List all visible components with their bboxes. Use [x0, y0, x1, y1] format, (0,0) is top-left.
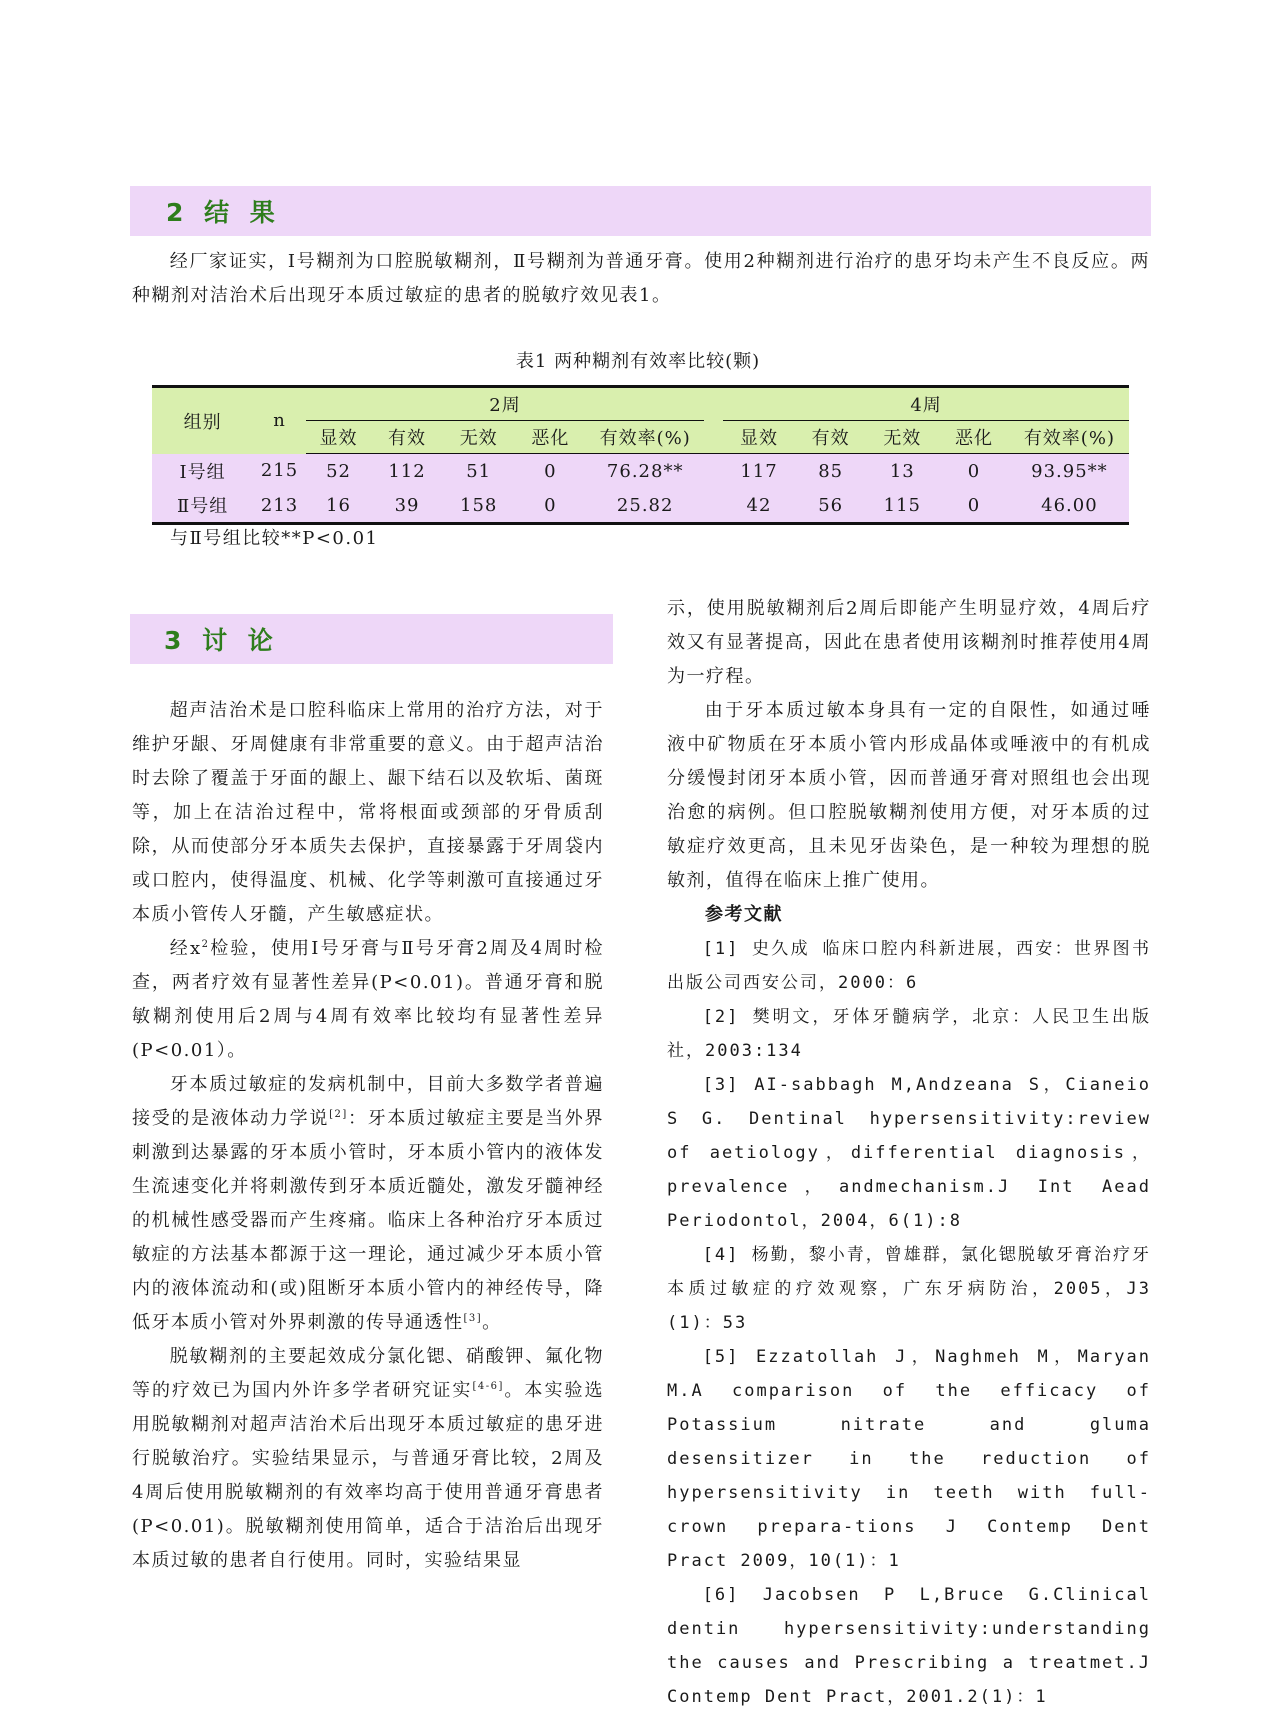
- reference-item: [1] 史久成 临床口腔内科新进展，西安：世界图书出版公司西安公司，2000：6: [667, 939, 1151, 993]
- results-table: [152, 385, 1129, 525]
- citation: [2]: [329, 1109, 348, 1120]
- cell-spacer: [704, 488, 723, 524]
- discussion-paragraph: 由于牙本质过敏本身具有一定的自限性，如通过唾液中矿物质在牙本质小管内形成晶体或唾液中的有机成分缓慢封闭牙本质小管，因而普通牙膏对照组也会出现治愈的病例。但口腔脱敏糊剂使用方便，对牙本质的过敏症疗效更高，且未见牙齿染色，是一种较为理想的脱敏剂，值得在临床上推广使用。: [667, 700, 1151, 891]
- text-run: 。: [482, 1312, 502, 1333]
- discussion-paragraph: [132, 932, 604, 1068]
- header-w4-col: 有效率(%): [1010, 421, 1129, 454]
- header-w2-col: 恶化: [515, 421, 587, 454]
- cell-value: 0: [967, 494, 981, 516]
- cell-value: 85: [818, 460, 844, 482]
- text-run: 牙本质过敏症的发病机制中，目前大多数学者普遍接受的是液体动力学说: [132, 1074, 604, 1129]
- table-row: [152, 454, 1129, 489]
- reference-item: [6] Jacobsen P L,Bruce G.Clinical dentin hypersensitivity:understanding the causes and Prescribing a treatmet.J Contemp Dent Pract，2001.2(1)：1: [667, 1585, 1151, 1707]
- results-table-wrapper: [152, 385, 1129, 525]
- section-3-title: 3 讨 论: [164, 626, 279, 655]
- citation: [4-6]: [472, 1381, 504, 1392]
- table-row: [152, 488, 1129, 524]
- discussion-paragraph: [132, 1068, 604, 1340]
- text-run: 经x: [169, 938, 202, 959]
- cell-value: 158: [460, 494, 498, 516]
- text-run: ：牙本质过敏症主要是当外界刺激到达暴露的牙本质小管时，牙本质小管内的液体发生流速变化并将刺激传到牙本质近髓处，激发牙髓神经的机械性感受器而产生疼痛。临床上各种治疗牙本质过敏症的方法基本都源于这一理论，通过减少牙本质小管内的液体流动和(或)阻断牙本质小管内的神经传导，降低牙本质小管对外界刺激的传导通透性: [132, 1108, 605, 1333]
- header-w4-col: 显效: [723, 421, 795, 454]
- cell-value: 42: [746, 494, 772, 516]
- cell-group: Ⅱ号组: [176, 496, 229, 517]
- cell-value: 13: [889, 460, 915, 482]
- header-week2: 2周: [306, 387, 704, 421]
- header-spacer: [704, 421, 723, 454]
- cell-value: 39: [394, 494, 420, 516]
- header-w4-col: 无效: [866, 421, 938, 454]
- cell-value: 56: [818, 494, 844, 516]
- text-run: 。本实验选用脱敏糊剂对超声洁治术后出现牙本质过敏症的患牙进行脱敏治疗。实验结果显示，与普通牙膏比较，2周及4周后使用脱敏糊剂的有效率均高于使用普通牙膏患者(P<0.01)。脱敏糊剂使用简单，适合于洁治后出现牙本质过敏的患者自行使用。同时，实验结果显: [132, 1380, 605, 1571]
- cell-n: 213: [260, 494, 299, 516]
- header-w2-col: 有效率(%): [586, 421, 704, 454]
- discussion-paragraph: 超声洁治术是口腔科临床上常用的治疗方法，对于维护牙龈、牙周健康有非常重要的意义。由于超声洁治时去除了覆盖于牙面的龈上、龈下结石以及软垢、菌斑等，加上在洁治过程中，常将根面或颈部的牙骨质刮除，从而使部分牙本质失去保护，直接暴露于牙周袋内或口腔内，使得温度、机械、化学等刺激可直接通过牙本质小管传人牙髓，产生敏感症状。: [132, 700, 604, 925]
- header-n: n: [273, 410, 286, 432]
- text-run: 检验，使用Ⅰ号牙膏与Ⅱ号牙膏2周及4周时检查，两者疗效有显著性差异(P<0.01)。普通牙膏和脱敏糊剂使用后2周与4周有效率比较均有显著性差异(P<0.01）。: [132, 938, 604, 1061]
- table-footnote: 与Ⅱ号组比较**P<0.01: [170, 528, 379, 549]
- header-w2-col: 有效: [371, 421, 443, 454]
- cell-value: 51: [466, 460, 492, 482]
- discussion-paragraph: [132, 1340, 604, 1578]
- cell-value: 112: [388, 460, 426, 482]
- header-week4: 4周: [723, 387, 1129, 421]
- citation: [3]: [463, 1313, 483, 1324]
- cell-value: 117: [740, 460, 778, 482]
- text-run: 脱敏糊剂的主要起效成分氯化锶、硝酸钾、氟化物等的疗效已为国内外许多学者研究证实: [132, 1346, 604, 1401]
- cell-rate: 25.82: [616, 494, 674, 516]
- cell-rate: 46.00: [1041, 494, 1098, 516]
- cell-value: 0: [544, 494, 557, 516]
- table-caption: 表1 两种糊剂有效率比较(颗): [515, 351, 761, 372]
- header-spacer: [704, 387, 723, 421]
- section-3-heading: [130, 614, 613, 664]
- cell-rate: 93.95**: [1031, 460, 1108, 482]
- cell-value: 115: [883, 494, 921, 516]
- cell-value: 52: [326, 460, 351, 482]
- cell-group: Ⅰ号组: [179, 461, 226, 483]
- header-w4-col: 有效: [795, 421, 867, 454]
- header-w2-col: 显效: [306, 421, 371, 454]
- cell-n: 215: [260, 460, 299, 482]
- header-w4-col: 恶化: [938, 421, 1010, 454]
- table-header-row-1: [152, 387, 1129, 421]
- results-text: 经厂家证实，Ⅰ号糊剂为口腔脱敏糊剂，Ⅱ号糊剂为普通牙膏。使用2种糊剂进行治疗的患牙均未产生不良反应。两种糊剂对洁治术后出现牙本质过敏症的患者的脱敏疗效见表1。: [132, 251, 1150, 306]
- reference-item: [3] AI-sabbagh M,Andzeana S，Cianeio S G. Dentinal hypersensitivity:review of aetiology，differential diagnosis，prevalence，andmechanism.J Int Aead Periodontol，2004，6(1):8: [667, 1075, 1151, 1231]
- superscript: 2: [201, 939, 210, 950]
- reference-item: [2] 樊明文，牙体牙髓病学，北京：人民卫生出版社，2003:134: [667, 1007, 1151, 1061]
- discussion-right-column: [667, 592, 1151, 1714]
- results-paragraph: [132, 245, 1150, 313]
- header-group: 组别: [183, 411, 222, 433]
- discussion-paragraph: 示，使用脱敏糊剂后2周后即能产生明显疗效，4周后疗效又有显著提高，因此在患者使用该糊剂时推荐使用4周为一疗程。: [667, 598, 1151, 687]
- reference-item: [5] Ezzatollah J，Naghmeh M，Maryan M.A comparison of the efficacy of Potassium nitrate and gluma desensitizer in the reduction of hypersensitivity in teeth with full-crown prepara-tions J Contemp Dent Pract 2009，10(1)：1: [667, 1347, 1151, 1571]
- reference-item: [4] 杨勤，黎小青，曾雄群，氯化锶脱敏牙膏治疗牙本质过敏症的疗效观察，广东牙病防治，2005，J3 (1)：53: [667, 1245, 1151, 1333]
- cell-spacer: [704, 454, 723, 489]
- section-2-title: 2 结 果: [166, 198, 281, 227]
- cell-value: 16: [326, 494, 351, 516]
- cell-value: 0: [967, 460, 981, 482]
- cell-value: 0: [544, 460, 557, 482]
- section-2-heading: [130, 186, 1151, 236]
- cell-rate: 76.28**: [606, 460, 684, 482]
- header-w2-col: 无效: [443, 421, 515, 454]
- references-title: 参考文献: [705, 904, 783, 925]
- discussion-left-column: [132, 694, 604, 1578]
